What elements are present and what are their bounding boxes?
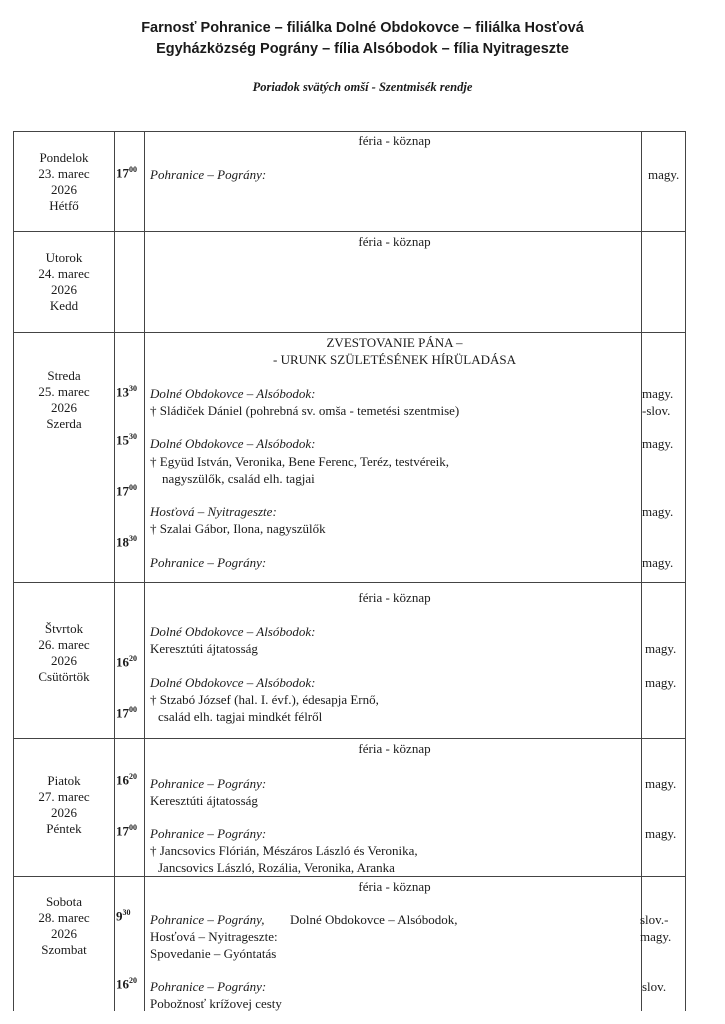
column-border — [144, 131, 145, 1011]
day-year: 2026 — [51, 182, 77, 197]
mass-language: magy. — [645, 776, 677, 791]
mass-location: Dolné Obdokovce – Alsóbodok, — [290, 912, 458, 927]
day-year: 2026 — [51, 653, 77, 668]
mass-intention: nagyszülők, család elh. tagjai — [162, 471, 315, 486]
liturgical-title: féria - köznap — [358, 879, 431, 894]
mass-location: Pohranice – Pográny, — [150, 912, 265, 927]
mass-language: magy. — [645, 675, 677, 690]
day-year: 2026 — [51, 282, 77, 297]
mass-time: $9^{30}$ — [116, 908, 131, 924]
day-date: 24. marec — [38, 266, 90, 281]
mass-location: Pohranice – Pográny: — [150, 826, 267, 841]
day-cell-friday — [14, 773, 114, 837]
liturgical-title: féria - köznap — [358, 741, 431, 756]
day-name-hu: Csütörtök — [38, 669, 90, 684]
mass-location: Pohranice – Pográny: — [150, 167, 267, 182]
mass-intention: † Szalai Gábor, Ilona, nagyszülők — [150, 521, 326, 536]
day-date: 26. marec — [38, 637, 90, 652]
day-date: 27. marec — [38, 789, 90, 804]
parish-title-sk: Farnosť Pohranice – filiálka Dolné Obdokovce – filiálka Hosťová — [141, 20, 584, 36]
day-name: Pondelok — [39, 150, 89, 165]
mass-intention: Jancsovics László, Rozália, Veronika, Aranka — [158, 860, 395, 875]
mass-language: magy. — [642, 504, 674, 519]
day-name-hu: Péntek — [46, 821, 82, 836]
mass-intention: Pobožnosť krížovej cesty — [150, 996, 282, 1011]
mass-language: magy. — [640, 929, 672, 944]
mass-location: Dolné Obdokovce – Alsóbodok: — [150, 436, 316, 451]
day-name-hu: Kedd — [49, 298, 79, 313]
parish-title-hu: Egyházközség Pográny – fília Alsóbodok – fília Nyitrageszte — [156, 41, 569, 57]
day-cell-tuesday — [14, 250, 114, 314]
mass-time: $17^{00}$ — [116, 483, 137, 499]
mass-location: Pohranice – Pográny: — [150, 555, 267, 570]
mass-language: magy. — [642, 386, 674, 401]
mass-time: $16^{20}$ — [116, 654, 137, 670]
day-cell-monday — [14, 150, 114, 214]
column-border — [685, 131, 686, 1011]
mass-time: $17^{00}$ — [116, 823, 137, 839]
day-name: Piatok — [47, 773, 81, 788]
column-border — [114, 131, 115, 1011]
day-name: Utorok — [45, 250, 83, 265]
mass-location: Pohranice – Pográny: — [150, 979, 267, 994]
day-cell-thursday — [14, 621, 114, 685]
day-cell-wednesday — [14, 368, 114, 432]
mass-intention: † Sládiček Dániel (pohrebná sv. omša - temetési szentmise) — [150, 403, 460, 418]
day-date: 28. marec — [38, 910, 90, 925]
mass-language: magy. — [645, 826, 677, 841]
mass-language: slov. — [642, 979, 667, 994]
mass-location: Pohranice – Pográny: — [150, 776, 267, 791]
day-name-hu: Szerda — [46, 416, 82, 431]
day-name: Sobota — [45, 894, 83, 909]
mass-intention: Keresztúti ájtatosság — [150, 793, 258, 808]
mass-intention: család elh. tagjai mindkét félről — [158, 709, 323, 724]
mass-intention: † Stzabó József (hal. I. évf.), édesapja Ernő, — [150, 692, 379, 707]
mass-language: slov.- — [640, 912, 669, 927]
mass-location: Dolné Obdokovce – Alsóbodok: — [150, 624, 316, 639]
mass-time: $13^{30}$ — [116, 384, 137, 400]
liturgical-title: féria - köznap — [358, 234, 431, 249]
mass-location: Hosťová – Nyitrageszte: — [150, 929, 278, 944]
mass-language: magy. — [642, 436, 674, 451]
day-date: 23. marec — [38, 166, 90, 181]
day-year: 2026 — [51, 805, 77, 820]
liturgical-title: féria - köznap — [358, 133, 431, 148]
mass-intention: Keresztúti ájtatosság — [150, 641, 258, 656]
day-date: 25. marec — [38, 384, 90, 399]
schedule-subtitle: Poriadok svätých omší - Szentmisék rendje — [252, 80, 473, 94]
mass-language: magy. — [642, 555, 674, 570]
mass-time: $16^{20}$ — [116, 772, 137, 788]
feast-title-hu: - URUNK SZÜLETÉSÉNEK HÍRÜLADÁSA — [272, 352, 516, 367]
mass-intention: † Jancsovics Flórián, Mészáros László és Veronika, — [150, 843, 418, 858]
feast-title-sk: ZVESTOVANIE PÁNA – — [326, 335, 463, 350]
day-year: 2026 — [51, 400, 77, 415]
mass-time: $15^{30}$ — [116, 432, 137, 448]
mass-language: -slov. — [642, 403, 671, 418]
mass-language: magy. — [648, 167, 680, 182]
mass-location: Dolné Obdokovce – Alsóbodok: — [150, 386, 316, 401]
day-name: Štvrtok — [44, 621, 84, 636]
mass-time: $16^{20}$ — [116, 976, 137, 992]
mass-location: Hosťová – Nyitrageszte: — [150, 504, 277, 519]
liturgical-title: féria - köznap — [358, 590, 431, 605]
day-name: Streda — [47, 368, 81, 383]
mass-time: $17^{00}$ — [116, 705, 137, 721]
mass-language: magy. — [645, 641, 677, 656]
mass-location: Dolné Obdokovce – Alsóbodok: — [150, 675, 316, 690]
day-name-hu: Szombat — [41, 942, 87, 957]
column-border — [641, 131, 642, 1011]
mass-time: $18^{30}$ — [116, 534, 137, 550]
day-year: 2026 — [51, 926, 77, 941]
day-cell-saturday — [14, 894, 114, 958]
day-name-hu: Hétfő — [49, 198, 79, 213]
mass-time: $17^{00}$ — [116, 165, 137, 181]
mass-intention: † Együd István, Veronika, Bene Ferenc, Teréz, testvéreik, — [150, 454, 449, 469]
mass-intention: Spovedanie – Gyóntatás — [150, 946, 277, 961]
